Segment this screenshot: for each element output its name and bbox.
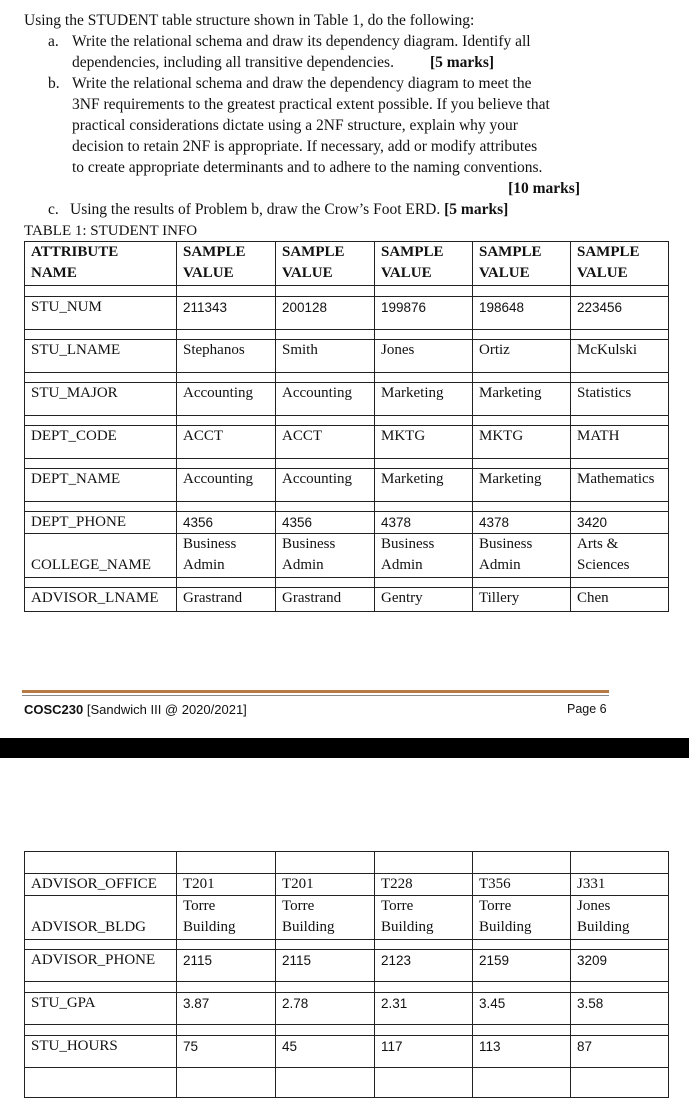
student-info-table-continued <box>24 851 669 1098</box>
course-session: [Sandwich III @ 2020/2021] <box>86 702 247 717</box>
value-cell: 223456 <box>571 297 669 330</box>
value-cell: Statistics <box>571 383 669 416</box>
table-row <box>25 874 669 896</box>
spacer-row <box>25 940 669 950</box>
page-number: Page 6 <box>567 702 607 716</box>
table-row <box>25 588 669 612</box>
spacer-row <box>25 459 669 469</box>
table-row <box>25 1036 669 1068</box>
value-cell: Mathematics <box>571 469 669 502</box>
value-cell: 200128 <box>276 297 375 330</box>
attribute-cell: STU_NUM <box>25 297 177 330</box>
question-a-line2: dependencies, including all transitive dependencies. [5 marks] <box>72 54 495 71</box>
value-cell: 3420 <box>571 512 669 534</box>
value-cell: Business Admin <box>375 534 473 578</box>
footer-rule-thin <box>22 695 609 696</box>
question-b-line4: decision to retain 2NF is appropriate. If necessary, add or modify attributes <box>72 138 538 155</box>
course-code: COSC230 <box>24 702 84 717</box>
spacer-row <box>25 578 669 588</box>
table-row <box>25 896 669 940</box>
table-row <box>25 426 669 459</box>
table-row <box>25 993 669 1025</box>
spacer-row <box>25 1068 669 1098</box>
value-cell: Ortiz <box>473 340 571 373</box>
value-cell: McKulski <box>571 340 669 373</box>
table-row <box>25 340 669 373</box>
value-cell: 3209 <box>571 950 669 982</box>
table-row <box>25 469 669 502</box>
intro-text: Using the STUDENT table structure shown in Table 1, do the following: <box>24 12 475 29</box>
value-cell: Marketing <box>375 383 473 416</box>
value-cell: Torre Building <box>177 896 276 940</box>
value-cell: 4378 <box>473 512 571 534</box>
value-cell: 199876 <box>375 297 473 330</box>
attribute-cell: DEPT_CODE <box>25 426 177 459</box>
value-cell: Accounting <box>276 469 375 502</box>
value-cell: Business Admin <box>177 534 276 578</box>
value-cell: T228 <box>375 874 473 896</box>
attribute-cell: DEPT_PHONE <box>25 512 177 534</box>
value-cell: Grastrand <box>276 588 375 612</box>
value-cell: Jones Building <box>571 896 669 940</box>
spacer-row <box>25 373 669 383</box>
table-row <box>25 534 669 578</box>
value-cell: 4378 <box>375 512 473 534</box>
spacer-row <box>25 1025 669 1036</box>
student-info-table <box>24 241 669 612</box>
value-cell: Torre Building <box>375 896 473 940</box>
header-attribute-name: ATTRIBUTE NAME <box>25 242 177 286</box>
value-cell: MATH <box>571 426 669 459</box>
question-b-marks: [10 marks] <box>508 180 580 197</box>
question-a-label: a. <box>48 33 59 50</box>
question-a-line1: Write the relational schema and draw its dependency diagram. Identify all <box>72 33 531 50</box>
attribute-cell: ADVISOR_BLDG <box>25 896 177 940</box>
footer-course <box>24 702 247 717</box>
spacer-row <box>25 502 669 512</box>
attribute-cell: ADVISOR_OFFICE <box>25 874 177 896</box>
value-cell: 211343 <box>177 297 276 330</box>
attribute-cell: STU_LNAME <box>25 340 177 373</box>
question-b-line2: 3NF requirements to the greatest practical extent possible. If you believe that <box>72 96 550 113</box>
value-cell: 117 <box>375 1036 473 1068</box>
value-cell: Tillery <box>473 588 571 612</box>
question-b-label: b. <box>48 75 60 92</box>
value-cell: Accounting <box>276 383 375 416</box>
question-c-label: c. <box>48 201 59 218</box>
value-cell: Marketing <box>473 469 571 502</box>
value-cell: Business Admin <box>276 534 375 578</box>
value-cell: 4356 <box>276 512 375 534</box>
value-cell: Accounting <box>177 383 276 416</box>
question-c <box>24 199 664 220</box>
table-caption: TABLE 1: STUDENT INFO <box>24 223 198 239</box>
value-cell: Marketing <box>375 469 473 502</box>
question-b <box>24 73 664 178</box>
value-cell: 2115 <box>177 950 276 982</box>
spacer-row <box>25 416 669 426</box>
attribute-cell: ADVISOR_PHONE <box>25 950 177 982</box>
table-row <box>25 297 669 330</box>
question-c-marks: [5 marks] <box>444 201 509 218</box>
header-sample-value: SAMPLE VALUE <box>177 242 276 286</box>
value-cell: 2123 <box>375 950 473 982</box>
value-cell: Business Admin <box>473 534 571 578</box>
question-b-line5: to create appropriate determinants and to adhere to the naming conventions. <box>72 159 543 176</box>
table-row <box>25 512 669 534</box>
question-b-line3: practical considerations dictate using a 2NF structure, explain why your <box>72 117 518 134</box>
value-cell: 4356 <box>177 512 276 534</box>
attribute-cell: STU_MAJOR <box>25 383 177 416</box>
value-cell: 198648 <box>473 297 571 330</box>
value-cell: T356 <box>473 874 571 896</box>
value-cell: T201 <box>177 874 276 896</box>
table-header-row <box>25 242 669 286</box>
question-b-line1: Write the relational schema and draw the dependency diagram to meet the <box>72 75 532 92</box>
table-row <box>25 950 669 982</box>
value-cell: 3.58 <box>571 993 669 1025</box>
value-cell: Stephanos <box>177 340 276 373</box>
value-cell: 87 <box>571 1036 669 1068</box>
attribute-cell: DEPT_NAME <box>25 469 177 502</box>
value-cell: Grastrand <box>177 588 276 612</box>
header-sample-value: SAMPLE VALUE <box>473 242 571 286</box>
page-break-bar <box>0 738 689 758</box>
value-cell: Torre Building <box>276 896 375 940</box>
attribute-cell: ADVISOR_LNAME <box>25 588 177 612</box>
table-row <box>25 383 669 416</box>
value-cell: J331 <box>571 874 669 896</box>
value-cell: Chen <box>571 588 669 612</box>
value-cell: Torre Building <box>473 896 571 940</box>
spacer-row <box>25 286 669 297</box>
value-cell: 2.31 <box>375 993 473 1025</box>
header-sample-value: SAMPLE VALUE <box>571 242 669 286</box>
footer-rule <box>22 690 609 693</box>
value-cell: 2159 <box>473 950 571 982</box>
attribute-cell: STU_HOURS <box>25 1036 177 1068</box>
attribute-cell: STU_GPA <box>25 993 177 1025</box>
question-a-marks: [5 marks] <box>429 54 495 71</box>
instructions <box>24 10 664 220</box>
value-cell: MKTG <box>375 426 473 459</box>
value-cell: 2115 <box>276 950 375 982</box>
value-cell: ACCT <box>177 426 276 459</box>
value-cell: Smith <box>276 340 375 373</box>
attribute-cell: COLLEGE_NAME <box>25 534 177 578</box>
value-cell: Arts & Sciences <box>571 534 669 578</box>
header-sample-value: SAMPLE VALUE <box>276 242 375 286</box>
value-cell: Gentry <box>375 588 473 612</box>
value-cell: 2.78 <box>276 993 375 1025</box>
value-cell: 113 <box>473 1036 571 1068</box>
value-cell: 75 <box>177 1036 276 1068</box>
value-cell: Marketing <box>473 383 571 416</box>
question-c-text: Using the results of Problem b, draw the Crow’s Foot ERD. <box>70 201 441 218</box>
spacer-row <box>25 330 669 340</box>
value-cell: MKTG <box>473 426 571 459</box>
value-cell: 45 <box>276 1036 375 1068</box>
value-cell: 3.87 <box>177 993 276 1025</box>
value-cell: T201 <box>276 874 375 896</box>
question-a <box>24 31 664 73</box>
header-sample-value: SAMPLE VALUE <box>375 242 473 286</box>
value-cell: Jones <box>375 340 473 373</box>
value-cell: Accounting <box>177 469 276 502</box>
value-cell: 3.45 <box>473 993 571 1025</box>
spacer-row <box>25 852 669 874</box>
value-cell: ACCT <box>276 426 375 459</box>
spacer-row <box>25 982 669 993</box>
